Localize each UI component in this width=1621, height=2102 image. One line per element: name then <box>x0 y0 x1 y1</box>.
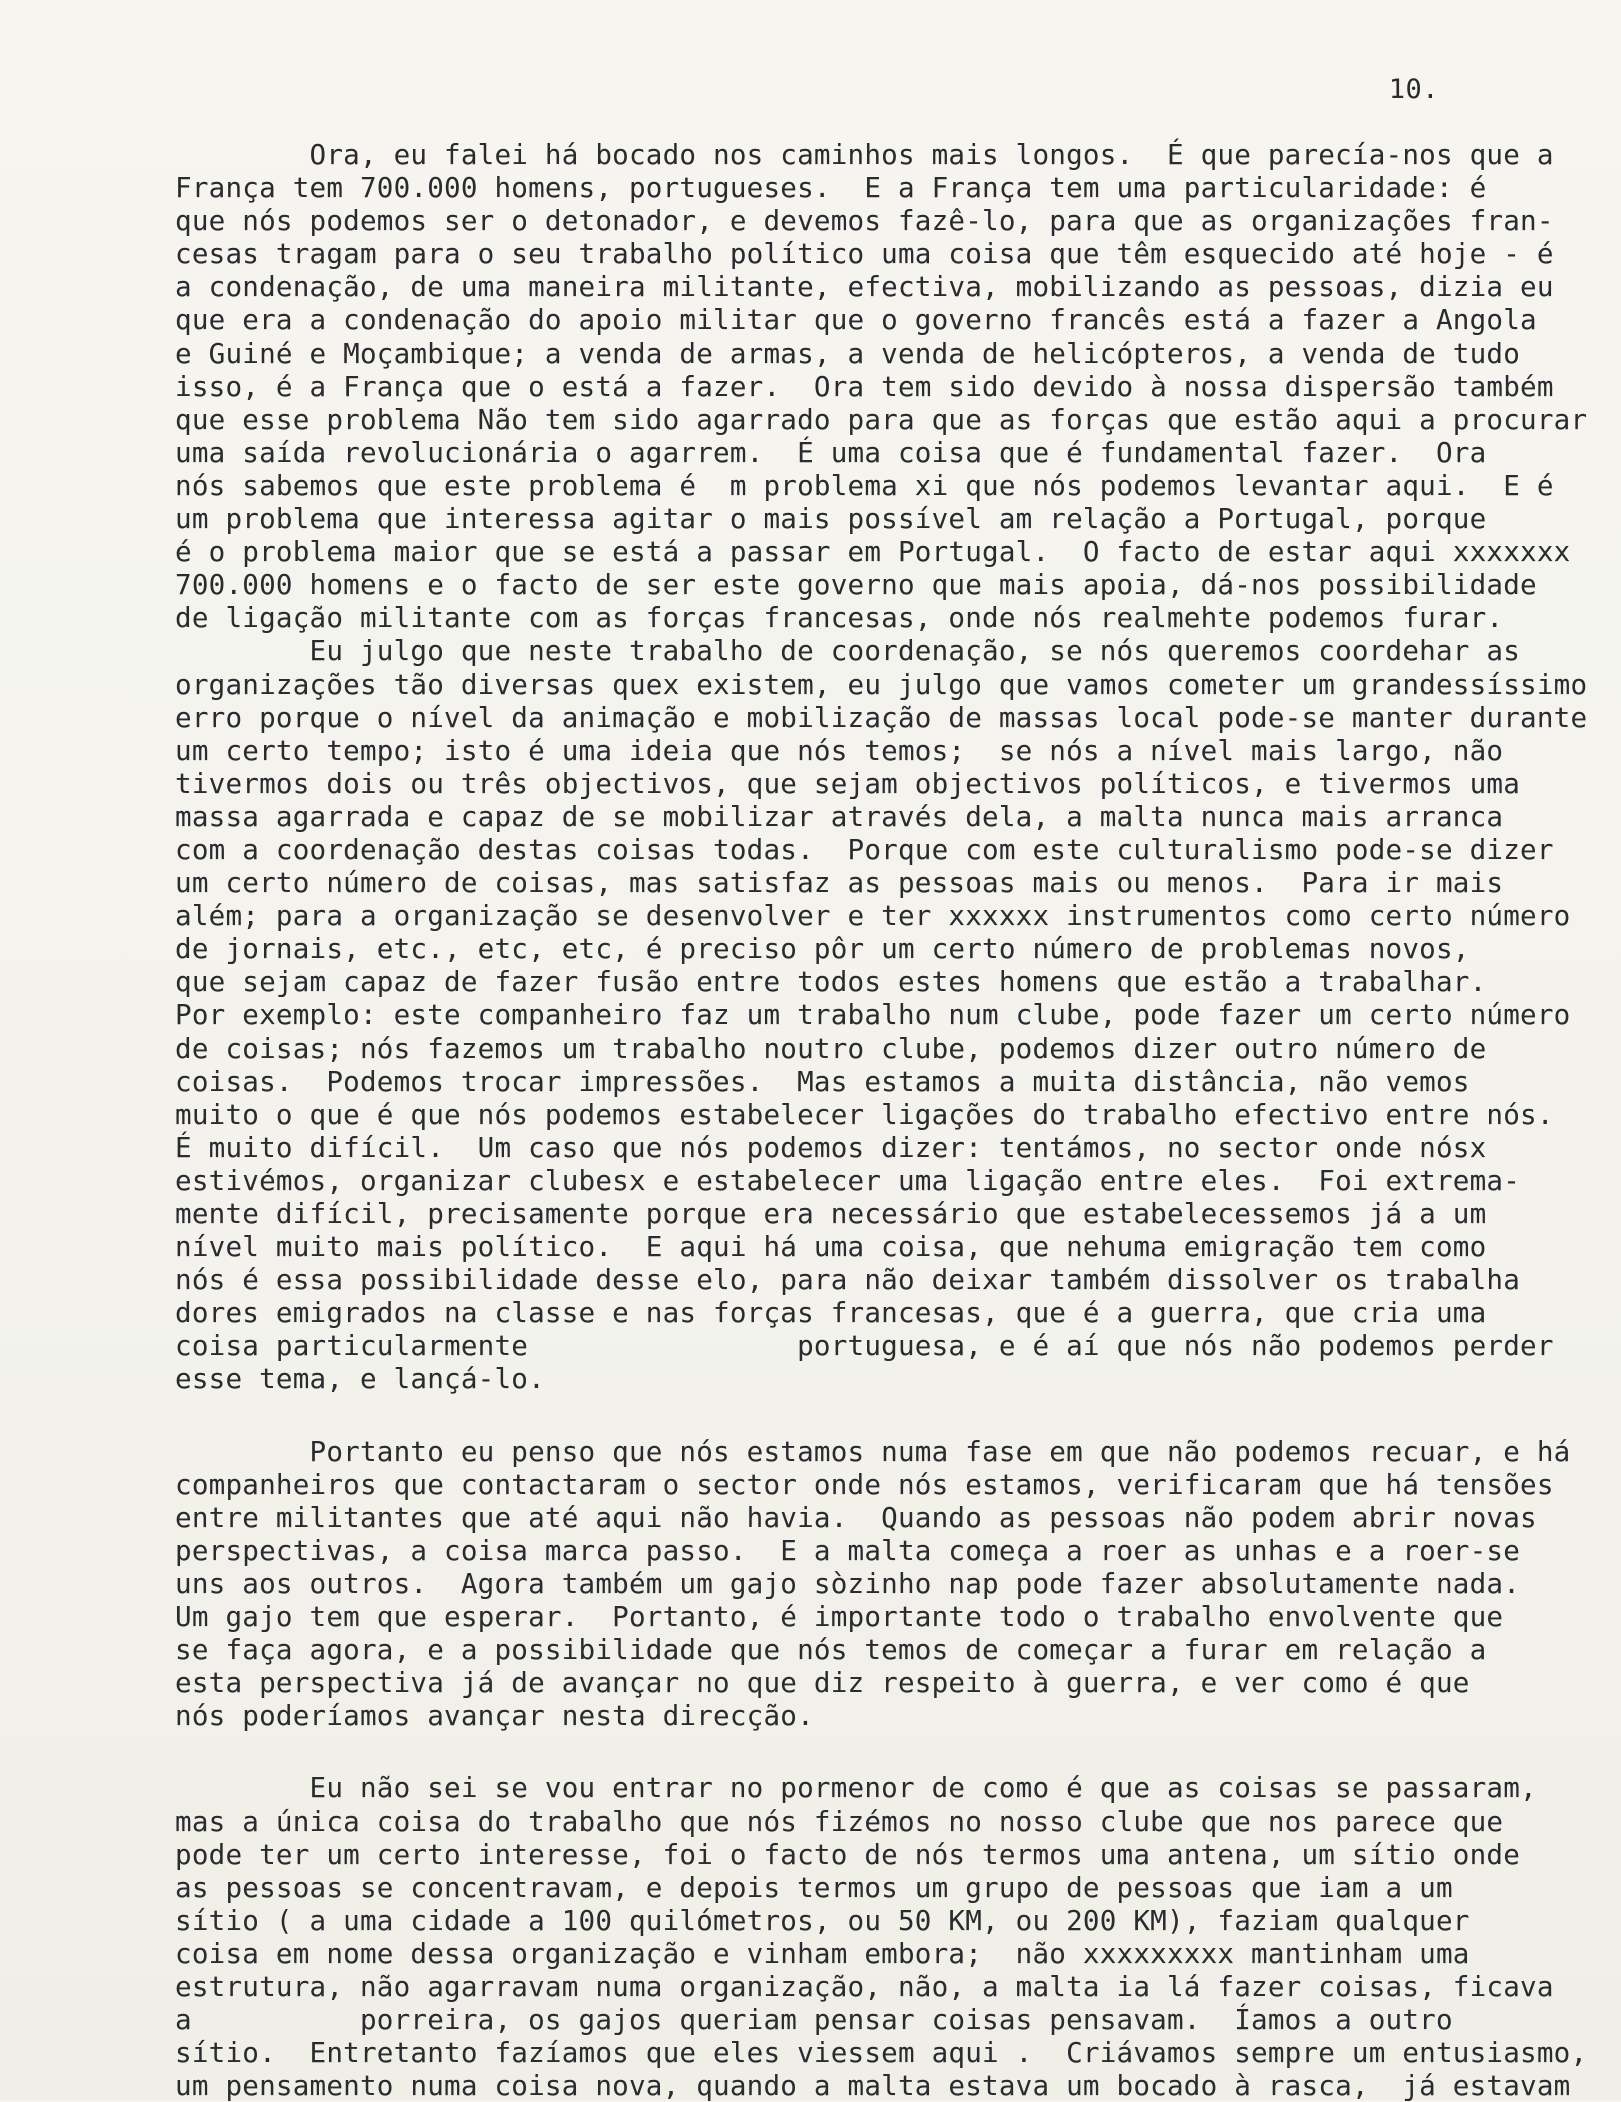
text-line: que sejam capaz de fazer fusão entre todos estes homens que estão a trabalhar. <box>175 965 1487 999</box>
text-line: esta perspectiva já de avançar no que diz respeito à guerra, e ver como é que <box>175 1666 1470 1700</box>
text-line: coisas. Podemos trocar impressões. Mas estamos a muita distância, não vemos <box>175 1064 1470 1098</box>
text-line: Ora, eu falei há bocado nos caminhos mais longos. É que parecía-nos que a <box>175 138 1554 171</box>
text-line: cesas tragam para o seu trabalho político uma coisa que têm esquecido até hoje - é <box>175 237 1554 271</box>
paragraph <box>175 138 1588 1396</box>
text-line: a porreira, os gajos queriam pensar coisas pensavam. Íamos a outro <box>175 2003 1453 2037</box>
text-line: organizações tão diversas quex existem, eu julgo que vamos cometer um grandessíssimo <box>175 667 1588 701</box>
page-number: 10. <box>1388 74 1439 105</box>
text-line: uns aos outros. Agora também um gajo sòzinho nap pode fazer absolutamente nada. <box>175 1566 1521 1600</box>
text-line: coisa em nome dessa organização e vinham embora; não xxxxxxxxx mantinham uma <box>175 1936 1470 1970</box>
text-line: de ligação militante com as forças francesas, onde nós realmehte podemos furar. <box>175 601 1504 635</box>
text-line: uma saída revolucionária o agarrem. É uma coisa que é fundamental fazer. Ora <box>175 435 1487 469</box>
text-line: esse tema, e lançá-lo. <box>175 1362 545 1396</box>
text-line: É muito difícil. Um caso que nós podemos dizer: tentámos, no sector onde nósx <box>175 1130 1487 1164</box>
text-line: nós sabemos que este problema é m problema xi que nós podemos levantar aqui. E é <box>175 468 1554 502</box>
text-line: um certo tempo; isto é uma ideia que nós temos; se nós a nível mais largo, não <box>175 733 1504 767</box>
paragraph <box>175 1434 1571 1733</box>
text-line: um certo número de coisas, mas satisfaz as pessoas mais ou menos. Para ir mais <box>175 866 1504 900</box>
text-line: 700.000 homens e o facto de ser este governo que mais apoia, dá-nos possibilidade <box>175 568 1537 602</box>
text-line: se faça agora, e a possibilidade que nós temos de começar a furar em relação a <box>175 1633 1487 1667</box>
text-line: a condenação, de uma maneira militante, efectiva, mobilizando as pessoas, dizia eu <box>175 270 1554 304</box>
text-line: além; para a organização se desenvolver e ter xxxxxx instrumentos como certo número <box>175 899 1571 933</box>
text-line: as pessoas se concentravam, e depois termos um grupo de pessoas que iam a um <box>175 1870 1453 1904</box>
text-line: Por exemplo: este companheiro faz um trabalho num clube, pode fazer um certo número <box>175 998 1571 1032</box>
text-line: que esse problema Não tem sido agarrado para que as forças que estão aqui a procurar <box>175 402 1588 436</box>
text-line: é o problema maior que se está a passar em Portugal. O facto de estar aqui xxxxxxx <box>175 535 1571 569</box>
text-line: sítio ( a uma cidade a 100 quilómetros, ou 50 KM, ou 200 KM), faziam qualquer <box>175 1903 1470 1937</box>
text-line: coisa particularmente portuguesa, e é aí que nós não podemos perder <box>175 1329 1554 1363</box>
text-line: dores emigrados na classe e nas forças francesas, que é a guerra, que cria uma <box>175 1296 1487 1330</box>
text-line: França tem 700.000 homens, portugueses. E a França tem uma particularidade: é <box>175 171 1487 205</box>
text-line: massa agarrada e capaz de se mobilizar através dela, a malta nunca mais arranca <box>175 799 1504 833</box>
text-line: de coisas; nós fazemos um trabalho noutro clube, podemos dizer outro número de <box>175 1031 1487 1065</box>
text-line: isso, é a França que o está a fazer. Ora tem sido devido à nossa dispersão também <box>175 369 1554 403</box>
text-line: muito o que é que nós podemos estabelecer ligações do trabalho efectivo entre nós. <box>175 1097 1554 1131</box>
text-line: erro porque o nível da animação e mobilização de massas local pode-se manter durante <box>175 700 1588 734</box>
text-line: estrutura, não agarravam numa organização, não, a malta ia lá fazer coisas, ficava <box>175 1969 1554 2003</box>
text-line: Eu julgo que neste trabalho de coordenação, se nós queremos coordehar as <box>175 634 1521 668</box>
text-line: com a coordenação destas coisas todas. Porque com este culturalismo pode-se dizer <box>175 832 1554 866</box>
text-line: um problema que interessa agitar o mais possível am relação a Portugal, porque <box>175 502 1487 536</box>
text-line: que era a condenação do apoio militar que o governo francês está a fazer a Angola <box>175 303 1537 337</box>
text-line: Um gajo tem que esperar. Portanto, é importante todo o trabalho envolvente que <box>175 1600 1504 1634</box>
text-line: nós é essa possibilidade desse elo, para não deixar também dissolver os trabalha <box>175 1263 1521 1297</box>
text-line: Portanto eu penso que nós estamos numa fase em que não podemos recuar, e há <box>175 1434 1571 1468</box>
text-line: que nós podemos ser o detonador, e devemos fazê-lo, para que as organizações fran- <box>175 204 1554 238</box>
text-line: perspectivas, a coisa marca passo. E a malta começa a roer as unhas e a roer-se <box>175 1533 1521 1567</box>
text-line: estivémos, organizar clubesx e estabelecer uma ligação entre eles. Foi extrema- <box>175 1163 1521 1197</box>
text-line: pode ter um certo interesse, foi o facto de nós termos uma antena, um sítio onde <box>175 1837 1521 1871</box>
text-line: companheiros que contactaram o sector onde nós estamos, verificaram que há tensões <box>175 1467 1554 1501</box>
text-line: de jornais, etc., etc, etc, é preciso pôr um certo número de problemas novos, <box>175 932 1470 966</box>
text-line: tivermos dois ou três objectivos, que sejam objectivos políticos, e tivermos uma <box>175 766 1521 800</box>
text-line: um pensamento numa coisa nova, quando a malta estava um bocado à rasca, já estavam <box>175 2069 1571 2102</box>
document-body <box>175 138 1588 2102</box>
text-line: sítio. Entretanto fazíamos que eles viessem aqui . Criávamos sempre um entusiasmo, <box>175 2036 1588 2070</box>
paragraph <box>175 1771 1588 2102</box>
text-line: entre militantes que até aqui não havia. Quando as pessoas não podem abrir novas <box>175 1500 1537 1534</box>
text-line: mente difícil, precisamente porque era necessário que estabelecessemos já a um <box>175 1197 1487 1230</box>
text-line: nível muito mais político. E aqui há uma coisa, que nehuma emigração tem como <box>175 1230 1487 1264</box>
text-line: Eu não sei se vou entrar no pormenor de como é que as coisas se passaram, <box>175 1771 1537 1805</box>
text-line: mas a única coisa do trabalho que nós fizémos no nosso clube que nos parece que <box>175 1804 1504 1838</box>
text-line: nós poderíamos avançar nesta direcção. <box>175 1699 814 1733</box>
text-line: e Guiné e Moçambique; a venda de armas, a venda de helicópteros, a venda de tudo <box>175 336 1521 370</box>
